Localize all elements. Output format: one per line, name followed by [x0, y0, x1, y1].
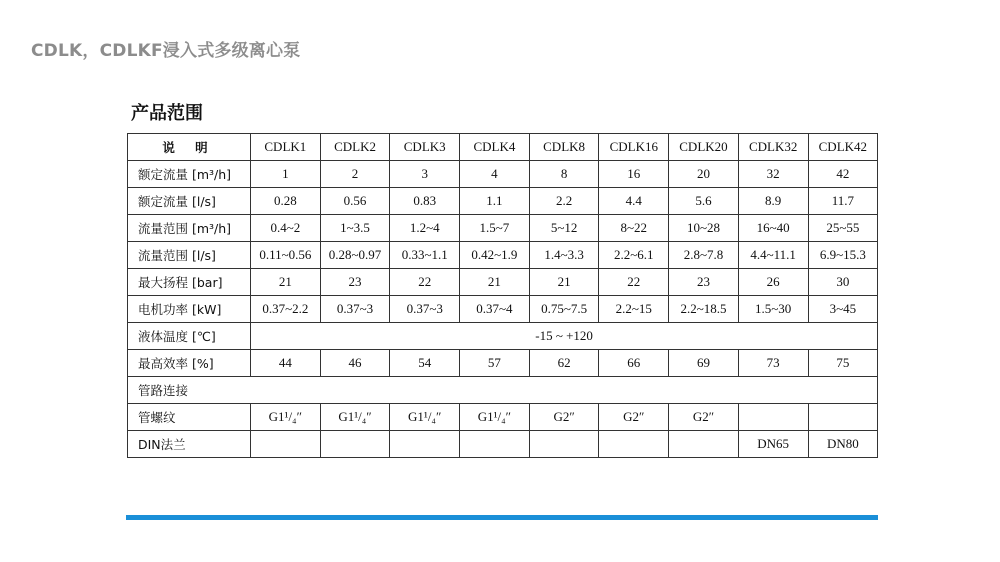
- table-cell: 0.56: [320, 188, 390, 215]
- table-cell: 1.5~7: [460, 215, 530, 242]
- table-row: [128, 404, 878, 431]
- merged-value-cell: -15 ~ +120: [251, 323, 878, 350]
- row-label: 最大扬程 [bar]: [128, 269, 251, 296]
- column-header-cdlk4: CDLK4: [460, 134, 530, 161]
- table-row: [128, 323, 878, 350]
- table-cell: 0.4~2: [251, 215, 321, 242]
- table-cell: 23: [669, 269, 739, 296]
- table-cell: [251, 431, 321, 458]
- table-row: [128, 242, 878, 269]
- accent-divider-bar: [126, 515, 878, 520]
- table-cell: G1¹/₄″: [390, 404, 460, 431]
- table-cell: 69: [669, 350, 739, 377]
- table-cell: 3: [390, 161, 460, 188]
- table-header-row: [128, 134, 878, 161]
- table-cell: 0.37~4: [460, 296, 530, 323]
- column-header-cdlk16: CDLK16: [599, 134, 669, 161]
- table-cell: 42: [808, 161, 878, 188]
- table-cell: G2″: [669, 404, 739, 431]
- column-header-cdlk42: CDLK42: [808, 134, 878, 161]
- row-label: 最高效率 [%]: [128, 350, 251, 377]
- table-cell: 3~45: [808, 296, 878, 323]
- table-cell: 44: [251, 350, 321, 377]
- table-cell: 8.9: [738, 188, 808, 215]
- table-cell: 0.42~1.9: [460, 242, 530, 269]
- table-cell: 21: [529, 269, 599, 296]
- table-cell: 0.83: [390, 188, 460, 215]
- table-cell: 16~40: [738, 215, 808, 242]
- table-cell: [460, 431, 530, 458]
- table-cell: 21: [251, 269, 321, 296]
- table-cell: [599, 431, 669, 458]
- row-label: DIN法兰: [128, 431, 251, 458]
- table-cell: 8~22: [599, 215, 669, 242]
- column-header-cdlk1: CDLK1: [251, 134, 321, 161]
- table-cell: G2″: [599, 404, 669, 431]
- product-range-table-body: [128, 134, 878, 458]
- row-label: 管螺纹: [128, 404, 251, 431]
- table-cell: 16: [599, 161, 669, 188]
- table-cell: 57: [460, 350, 530, 377]
- table-cell: [669, 431, 739, 458]
- table-cell: 20: [669, 161, 739, 188]
- table-cell: 0.28~0.97: [320, 242, 390, 269]
- table-cell: 32: [738, 161, 808, 188]
- table-cell: 30: [808, 269, 878, 296]
- table-row: [128, 350, 878, 377]
- table-cell: 10~28: [669, 215, 739, 242]
- table-cell: DN65: [738, 431, 808, 458]
- table-cell: 2.2: [529, 188, 599, 215]
- row-label: 额定流量 [m³/h]: [128, 161, 251, 188]
- table-cell: 2.2~18.5: [669, 296, 739, 323]
- product-range-table: [127, 133, 878, 458]
- table-cell: 1: [251, 161, 321, 188]
- table-cell: 22: [390, 269, 460, 296]
- table-cell: [320, 431, 390, 458]
- table-row: [128, 188, 878, 215]
- column-header-cdlk32: CDLK32: [738, 134, 808, 161]
- column-header-cdlk20: CDLK20: [669, 134, 739, 161]
- table-cell: [738, 404, 808, 431]
- table-cell: DN80: [808, 431, 878, 458]
- table-cell: 1.2~4: [390, 215, 460, 242]
- table-cell: 6.9~15.3: [808, 242, 878, 269]
- table-cell: G2″: [529, 404, 599, 431]
- column-header-cdlk2: CDLK2: [320, 134, 390, 161]
- table-cell: 2: [320, 161, 390, 188]
- table-cell: 11.7: [808, 188, 878, 215]
- row-label: 流量范围 [l/s]: [128, 242, 251, 269]
- table-cell: 25~55: [808, 215, 878, 242]
- table-cell: 0.33~1.1: [390, 242, 460, 269]
- table-cell: 0.37~3: [390, 296, 460, 323]
- table-cell: 2.2~15: [599, 296, 669, 323]
- table-cell: [529, 431, 599, 458]
- table-cell: 0.37~3: [320, 296, 390, 323]
- table-cell: 26: [738, 269, 808, 296]
- section-title: 产品范围: [131, 103, 203, 124]
- table-cell: 1.4~3.3: [529, 242, 599, 269]
- row-label: 流量范围 [m³/h]: [128, 215, 251, 242]
- table-cell: 1.1: [460, 188, 530, 215]
- page-title: CDLK，CDLKF浸入式多级离心泵: [31, 41, 301, 61]
- table-cell: 75: [808, 350, 878, 377]
- table-cell: 1.5~30: [738, 296, 808, 323]
- table-cell: G1¹/₄″: [460, 404, 530, 431]
- table-cell: 0.28: [251, 188, 321, 215]
- table-row: [128, 431, 878, 458]
- table-cell: G1¹/₄″: [320, 404, 390, 431]
- column-header-cdlk8: CDLK8: [529, 134, 599, 161]
- table-cell: G1¹/₄″: [251, 404, 321, 431]
- table-cell: 73: [738, 350, 808, 377]
- table-cell: 2.8~7.8: [669, 242, 739, 269]
- table-cell: 4.4~11.1: [738, 242, 808, 269]
- row-label: 额定流量 [l/s]: [128, 188, 251, 215]
- table-cell: 21: [460, 269, 530, 296]
- table-row: [128, 377, 878, 404]
- column-header-cdlk3: CDLK3: [390, 134, 460, 161]
- table-cell: [390, 431, 460, 458]
- table-cell: 54: [390, 350, 460, 377]
- table-cell: 66: [599, 350, 669, 377]
- row-label: 管路连接: [128, 377, 878, 404]
- table-cell: 4.4: [599, 188, 669, 215]
- table-cell: 0.37~2.2: [251, 296, 321, 323]
- table-cell: 5.6: [669, 188, 739, 215]
- row-label: 电机功率 [kW]: [128, 296, 251, 323]
- table-row: [128, 269, 878, 296]
- table-cell: [808, 404, 878, 431]
- table-cell: 23: [320, 269, 390, 296]
- table-row: [128, 161, 878, 188]
- table-cell: 0.11~0.56: [251, 242, 321, 269]
- table-cell: 0.75~7.5: [529, 296, 599, 323]
- table-cell: 2.2~6.1: [599, 242, 669, 269]
- table-row: [128, 215, 878, 242]
- table-cell: 4: [460, 161, 530, 188]
- table-cell: 5~12: [529, 215, 599, 242]
- table-cell: 22: [599, 269, 669, 296]
- table-cell: 8: [529, 161, 599, 188]
- table-cell: 1~3.5: [320, 215, 390, 242]
- table-row: [128, 296, 878, 323]
- table-cell: 62: [529, 350, 599, 377]
- row-label: 液体温度 [℃]: [128, 323, 251, 350]
- table-cell: 46: [320, 350, 390, 377]
- header-label-cell: 说 明: [128, 134, 251, 161]
